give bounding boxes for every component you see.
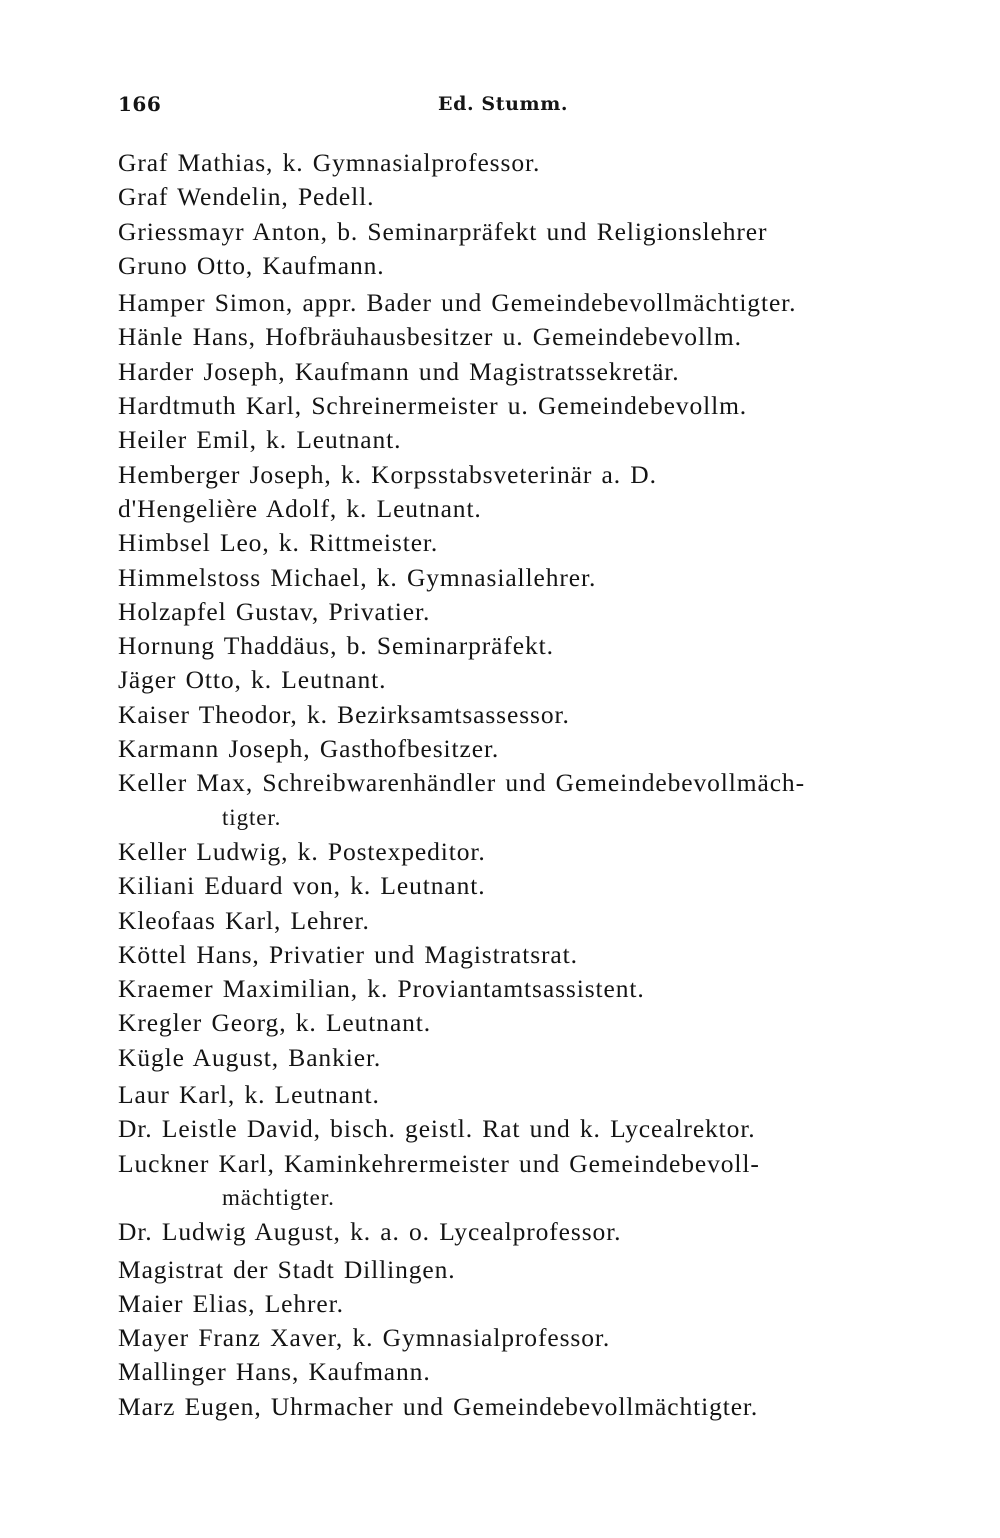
list-entry: Graf Wendelin, Pedell. [118,182,375,212]
list-entry-continuation: mächtigter. [222,1184,335,1210]
list-entry: Jäger Otto, k. Leutnant. [118,665,387,695]
list-entry: Griessmayr Anton, b. Seminarpräfekt und Religionslehrer [118,216,768,246]
list-entry: Laur Karl, k. Leutnant. [118,1080,380,1110]
list-entry: Marz Eugen, Uhrmacher und Gemeindebevollmächtigter. [118,1391,759,1421]
running-head: Ed. Stumm. [438,93,569,115]
list-entry: Köttel Hans, Privatier und Magistratsrat. [118,939,578,969]
list-entry: Heiler Emil, k. Leutnant. [118,425,402,455]
list-entry: Magistrat der Stadt Dillingen. [118,1254,456,1284]
list-entry-continuation: tigter. [222,804,282,830]
list-entry: Hardtmuth Karl, Schreinermeister u. Gemeindebevollm. [118,391,748,421]
list-entry: Harder Joseph, Kaufmann und Magistratssekretär. [118,356,680,386]
list-entry: Keller Max, Schreibwarenhändler und Gemeindebevollmäch- [118,768,805,798]
list-entry: Kiliani Eduard von, k. Leutnant. [118,871,486,901]
list-entry: Kügle August, Bankier. [118,1042,382,1072]
list-entry: Kregler Georg, k. Leutnant. [118,1008,432,1038]
list-entry: Mallinger Hans, Kaufmann. [118,1357,431,1387]
list-entry: Hänle Hans, Hofbräuhausbesitzer u. Gemeindebevollm. [118,322,742,352]
list-entry: d'Hengelière Adolf, k. Leutnant. [118,493,482,523]
list-entry: Hamper Simon, appr. Bader und Gemeindebevollmächtigter. [118,288,797,318]
list-entry: Dr. Leistle David, bisch. geistl. Rat und k. Lycealrektor. [118,1114,756,1144]
list-entry: Graf Mathias, k. Gymnasialprofessor. [118,148,541,177]
list-entry: Himmelstoss Michael, k. Gymnasiallehrer. [118,562,597,592]
list-entry: Gruno Otto, Kaufmann. [118,250,385,280]
list-entry: Dr. Ludwig August, k. a. o. Lycealprofessor. [118,1217,622,1247]
list-entry: Himbsel Leo, k. Rittmeister. [118,528,439,558]
list-entry: Mayer Franz Xaver, k. Gymnasialprofessor. [118,1323,611,1353]
list-entry: Hornung Thaddäus, b. Seminarpräfekt. [118,631,554,661]
list-entry: Kraemer Maximilian, k. Proviantamtsassistent. [118,974,645,1004]
list-entry: Keller Ludwig, k. Postexpeditor. [118,836,486,866]
list-entry: Kleofaas Karl, Lehrer. [118,905,370,935]
list-entry: Maier Elias, Lehrer. [118,1288,344,1318]
member-list [118,146,898,1424]
page-number: 166 [118,92,162,116]
list-entry: Karmann Joseph, Gasthofbesitzer. [118,734,500,764]
list-entry: Luckner Karl, Kaminkehrermeister und Gemeindebevoll- [118,1148,760,1178]
list-entry: Kaiser Theodor, k. Bezirksamtsassessor. [118,699,570,729]
list-entry: Holzapfel Gustav, Privatier. [118,596,431,626]
list-entry: Hemberger Joseph, k. Korpsstabsveterinär a. D. [118,459,657,489]
